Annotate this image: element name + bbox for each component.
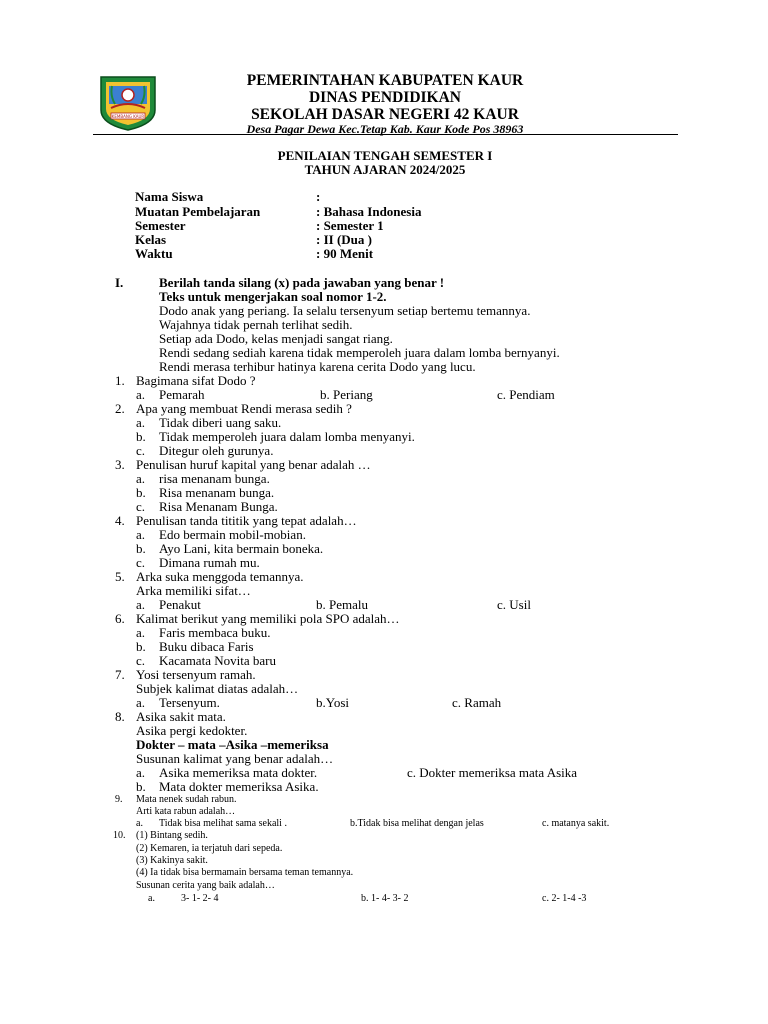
option-c: c. Usil: [497, 597, 531, 612]
question-text: Bagimana sifat Dodo ?: [136, 373, 256, 388]
story-sentence: (1) Bintang sedih.: [136, 830, 208, 841]
identity-value: : II (Dua ): [316, 232, 372, 247]
story-sentence: (3) Kakinya sakit.: [136, 855, 208, 866]
option-b: Buku dibaca Faris: [159, 639, 254, 654]
question-text: Apa yang membuat Rendi merasa sedih ?: [136, 401, 352, 416]
option-a: Tidak diberi uang saku.: [159, 415, 282, 430]
scrambled-words: Dokter – mata –Asika –memeriksa: [136, 737, 329, 752]
option-letter: b.: [136, 639, 146, 654]
question-text: Yosi tersenyum ramah.: [136, 667, 256, 682]
question-text: Susunan cerita yang baik adalah…: [136, 880, 275, 891]
option-a: Pemarah: [159, 387, 205, 402]
option-c: Ditegur oleh gurunya.: [159, 443, 274, 458]
story-sentence: (2) Kemaren, ia terjatuh dari sepeda.: [136, 843, 283, 854]
reading-heading: Teks untuk mengerjakan soal nomor 1-2.: [159, 289, 387, 304]
option-c: c. matanya sakit.: [542, 818, 610, 829]
identity-label: Waktu: [135, 246, 173, 261]
option-b: b.Tidak bisa melihat dengan jelas: [350, 818, 484, 829]
identity-value: : Bahasa Indonesia: [316, 204, 422, 219]
reading-line: Rendi sedang sediah karena tidak memperoleh juara dalam lomba bernyanyi.: [159, 345, 560, 360]
option-c: c. Pendiam: [497, 387, 555, 402]
option-a: 3- 1- 2- 4: [181, 893, 219, 904]
question-number: 1.: [115, 373, 125, 388]
option-letter: c.: [136, 653, 146, 668]
question-number: 4.: [115, 513, 125, 528]
identity-value: :: [316, 189, 321, 204]
option-a: Tidak bisa melihat sama sekali .: [159, 818, 287, 829]
identity-value: : 90 Menit: [316, 246, 374, 261]
option-letter: b.: [136, 541, 146, 556]
header-school: SEKOLAH DASAR NEGERI 42 KAUR: [251, 106, 519, 123]
reading-line: Setiap ada Dodo, kelas menjadi sangat riang.: [159, 331, 393, 346]
identity-label: Muatan Pembelajaran: [135, 204, 261, 219]
reading-line: Rendi merasa terhibur hatinya karena cerita Dodo yang lucu.: [159, 359, 476, 374]
question-text: Arka suka menggoda temannya.: [136, 569, 304, 584]
header-government: PEMERINTAHAN KABUPATEN KAUR: [246, 72, 524, 89]
option-a: Faris membaca buku.: [159, 625, 271, 640]
question-text: Penulisan huruf kapital yang benar adalah …: [136, 457, 371, 472]
question-number: 8.: [115, 709, 125, 724]
option-c: Dimana rumah mu.: [159, 555, 260, 570]
option-letter: a.: [136, 415, 146, 430]
header-divider: [93, 134, 678, 135]
question-text: Susunan kalimat yang benar adalah…: [136, 751, 334, 766]
option-letter: b.: [136, 429, 146, 444]
question-text: Asika sakit mata.: [136, 709, 226, 724]
exam-title: PENILAIAN TENGAH SEMESTER I: [277, 148, 493, 163]
section-instruction: Berilah tanda silang (x) pada jawaban yang benar !: [159, 275, 445, 290]
question-text: Penulisan tanda tititik yang tepat adalah…: [136, 513, 357, 528]
option-letter: a.: [136, 625, 146, 640]
option-a: Penakut: [159, 597, 201, 612]
option-b: b. Periang: [320, 387, 373, 402]
option-letter: c.: [136, 555, 146, 570]
option-b: b.Yosi: [316, 695, 350, 710]
question-number: 9.: [115, 794, 123, 805]
option-b: Mata dokter memeriksa Asika.: [159, 779, 319, 794]
question-text: Subjek kalimat diatas adalah…: [136, 681, 299, 696]
option-b: Tidak memperoleh juara dalam lomba menyanyi.: [159, 429, 415, 444]
question-text: Arka memiliki sifat…: [136, 583, 251, 598]
option-a: risa menanam bunga.: [159, 471, 270, 486]
question-number: 5.: [115, 569, 125, 584]
option-a: Tersenyum.: [159, 695, 220, 710]
question-text: Kalimat berikut yang memiliki pola SPO adalah…: [136, 611, 400, 626]
option-letter: a.: [136, 387, 146, 402]
regency-logo: [97, 74, 159, 132]
option-letter: c.: [136, 443, 146, 458]
option-b: b. 1- 4- 3- 2: [361, 893, 409, 904]
question-text: Asika pergi kedokter.: [136, 723, 248, 738]
option-letter: a.: [136, 597, 146, 612]
question-number: 6.: [115, 611, 125, 626]
option-b: b. Pemalu: [316, 597, 368, 612]
logo-text: KEMBANG KAUR: [111, 114, 145, 119]
question-text: Arti kata rabun adalah…: [136, 806, 236, 817]
question-text: Mata nenek sudah rabun.: [136, 794, 237, 805]
option-letter: a.: [136, 471, 146, 486]
academic-year: TAHUN AJARAN 2024/2025: [304, 162, 466, 177]
option-letter: a.: [136, 695, 146, 710]
story-sentence: (4) Ia tidak bisa bermamain bersama teman temannya.: [136, 867, 354, 878]
identity-label: Semester: [135, 218, 186, 233]
option-a: Edo bermain mobil-mobian.: [159, 527, 306, 542]
question-number: 7.: [115, 667, 125, 682]
option-c: c. Ramah: [452, 695, 502, 710]
option-letter: c.: [136, 499, 146, 514]
option-b: Ayo Lani, kita bermain boneka.: [159, 541, 324, 556]
header-address: Desa Pagar Dewa Kec.Tetap Kab. Kaur Kode Pos 38963: [246, 122, 524, 136]
option-a: Asika memeriksa mata dokter.: [159, 765, 318, 780]
question-number: 2.: [115, 401, 125, 416]
option-letter: a.: [136, 527, 146, 542]
option-c: c. 2- 1-4 -3: [542, 893, 587, 904]
reading-line: Wajahnya tidak pernah terlihat sedih.: [159, 317, 353, 332]
option-letter: b.: [136, 485, 146, 500]
option-letter: a.: [136, 765, 146, 780]
reading-line: Dodo anak yang periang. Ia selalu tersenyum setiap bertemu temannya.: [159, 303, 531, 318]
option-letter: a.: [136, 818, 143, 829]
option-letter: a.: [148, 893, 155, 904]
section-number: I.: [115, 275, 124, 290]
option-c: c. Dokter memeriksa mata Asika: [407, 765, 578, 780]
option-c: Kacamata Novita baru: [159, 653, 276, 668]
option-letter: b.: [136, 779, 146, 794]
identity-value: : Semester 1: [316, 218, 384, 233]
option-b: Risa menanam bunga.: [159, 485, 275, 500]
identity-label: Nama Siswa: [135, 189, 204, 204]
option-c: Risa Menanam Bunga.: [159, 499, 278, 514]
question-number: 3.: [115, 457, 125, 472]
question-number: 10.: [113, 830, 126, 841]
identity-label: Kelas: [135, 232, 167, 247]
header-department: DINAS PENDIDIKAN: [308, 89, 461, 106]
